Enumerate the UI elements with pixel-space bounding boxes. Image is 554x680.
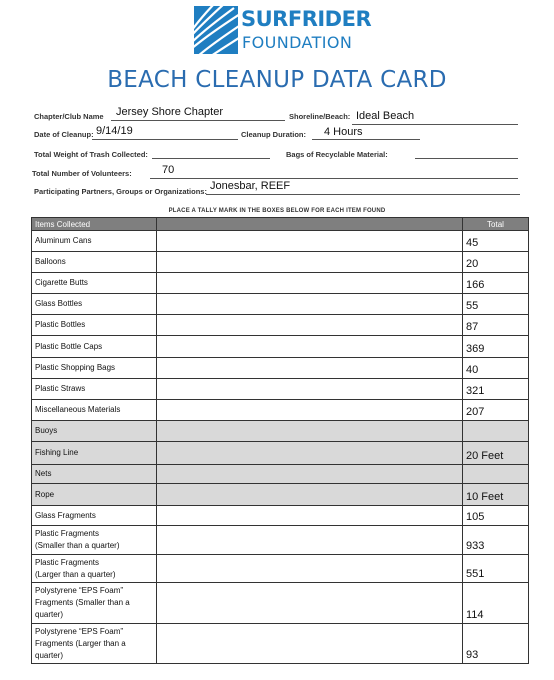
items-table	[31, 217, 529, 664]
logo-name: SURFRIDER	[241, 7, 372, 31]
tally-box[interactable]	[157, 624, 463, 664]
items-collected-header: Items Collected	[32, 218, 157, 231]
table-row	[32, 315, 529, 336]
total-header: Total	[463, 218, 529, 231]
date-label: Date of Cleanup:	[34, 130, 94, 139]
tally-box[interactable]	[157, 526, 463, 555]
table-row	[32, 465, 529, 484]
chapter-field[interactable]: Jersey Shore Chapter	[116, 106, 223, 118]
item-total[interactable]: 166	[463, 273, 529, 294]
table-row	[32, 294, 529, 315]
item-name: Fishing Line	[32, 442, 157, 465]
item-name: Cigarette Butts	[32, 273, 157, 294]
table-row	[32, 252, 529, 273]
tally-instruction: PLACE A TALLY MARK IN THE BOXES BELOW FOR EACH ITEM FOUND	[168, 208, 386, 214]
item-name: Glass Bottles	[32, 294, 157, 315]
tally-box[interactable]	[157, 336, 463, 358]
table-row	[32, 379, 529, 400]
item-name: Polystyrene “EPS Foam” Fragments (Smaller than a quarter)	[32, 583, 157, 624]
item-name: Nets	[32, 465, 157, 484]
table-row	[32, 231, 529, 252]
table-row	[32, 421, 529, 442]
table-row	[32, 484, 529, 506]
tally-box[interactable]	[157, 273, 463, 294]
item-total[interactable]: 20 Feet	[463, 442, 529, 465]
chapter-underline	[111, 120, 285, 121]
duration-field[interactable]: 4 Hours	[324, 126, 363, 138]
item-name: Buoys	[32, 421, 157, 442]
tally-box[interactable]	[157, 555, 463, 583]
tally-box[interactable]	[157, 583, 463, 624]
item-name: Plastic Straws	[32, 379, 157, 400]
item-name: Balloons	[32, 252, 157, 273]
volunteers-field[interactable]: 70	[162, 164, 175, 176]
duration-underline	[312, 139, 420, 140]
recyclable-underline[interactable]	[415, 158, 518, 159]
tally-header	[157, 218, 463, 231]
item-total[interactable]: 40	[463, 358, 529, 379]
tally-box[interactable]	[157, 358, 463, 379]
table-row	[32, 555, 529, 583]
item-total[interactable]: 87	[463, 315, 529, 336]
partners-label: Participating Partners, Groups or Organizations:	[34, 187, 207, 196]
item-name: Plastic Bottle Caps	[32, 336, 157, 358]
logo-subtitle: FOUNDATION	[242, 33, 353, 52]
tally-box[interactable]	[157, 442, 463, 465]
table-row	[32, 273, 529, 294]
table-header-row	[32, 218, 529, 231]
item-total[interactable]	[463, 465, 529, 484]
item-name: Glass Fragments	[32, 506, 157, 526]
item-total[interactable]: 20	[463, 252, 529, 273]
tally-box[interactable]	[157, 315, 463, 336]
item-name: Polystyrene “EPS Foam” Fragments (Larger than a quarter)	[32, 624, 157, 664]
table-row	[32, 358, 529, 379]
wave-logo-icon	[194, 6, 238, 54]
item-total[interactable]: 93	[463, 624, 529, 664]
tally-box[interactable]	[157, 252, 463, 273]
date-underline	[92, 139, 238, 140]
item-total[interactable]: 207	[463, 400, 529, 421]
partners-underline	[206, 194, 520, 195]
weight-underline[interactable]	[152, 158, 270, 159]
item-name: Plastic Shopping Bags	[32, 358, 157, 379]
tally-box[interactable]	[157, 231, 463, 252]
item-total[interactable]: 55	[463, 294, 529, 315]
item-total[interactable]: 114	[463, 583, 529, 624]
item-total[interactable]	[463, 421, 529, 442]
item-total[interactable]: 105	[463, 506, 529, 526]
item-total[interactable]: 321	[463, 379, 529, 400]
item-name: Plastic Fragments (Larger than a quarter)	[32, 555, 157, 583]
item-total[interactable]: 551	[463, 555, 529, 583]
tally-box[interactable]	[157, 506, 463, 526]
tally-box[interactable]	[157, 421, 463, 442]
item-total[interactable]: 45	[463, 231, 529, 252]
shoreline-label: Shoreline/Beach:	[289, 112, 351, 121]
item-name: Miscellaneous Materials	[32, 400, 157, 421]
shoreline-underline	[352, 124, 518, 125]
duration-label: Cleanup Duration:	[241, 130, 306, 139]
volunteers-underline	[150, 178, 518, 179]
tally-box[interactable]	[157, 379, 463, 400]
table-row	[32, 400, 529, 421]
tally-box[interactable]	[157, 484, 463, 506]
chapter-label: Chapter/Club Name	[34, 112, 104, 121]
recyclable-label: Bags of Recyclable Material:	[286, 150, 388, 159]
item-total[interactable]: 933	[463, 526, 529, 555]
volunteers-label: Total Number of Volunteers:	[32, 169, 132, 178]
table-row	[32, 526, 529, 555]
tally-box[interactable]	[157, 294, 463, 315]
partners-field[interactable]: Jonesbar, REEF	[210, 180, 291, 192]
item-name: Aluminum Cans	[32, 231, 157, 252]
table-row	[32, 624, 529, 664]
table-row	[32, 336, 529, 358]
table-row	[32, 583, 529, 624]
table-row	[32, 442, 529, 465]
item-total[interactable]: 369	[463, 336, 529, 358]
weight-label: Total Weight of Trash Collected:	[34, 150, 148, 159]
page-title: BEACH CLEANUP DATA CARD	[107, 67, 447, 93]
item-name: Plastic Bottles	[32, 315, 157, 336]
item-name: Rope	[32, 484, 157, 506]
item-total[interactable]: 10 Feet	[463, 484, 529, 506]
shoreline-field[interactable]: Ideal Beach	[356, 110, 415, 122]
item-name: Plastic Fragments (Smaller than a quarter)	[32, 526, 157, 555]
date-field[interactable]: 9/14/19	[96, 125, 133, 137]
table-row	[32, 506, 529, 526]
tally-box[interactable]	[157, 465, 463, 484]
tally-box[interactable]	[157, 400, 463, 421]
